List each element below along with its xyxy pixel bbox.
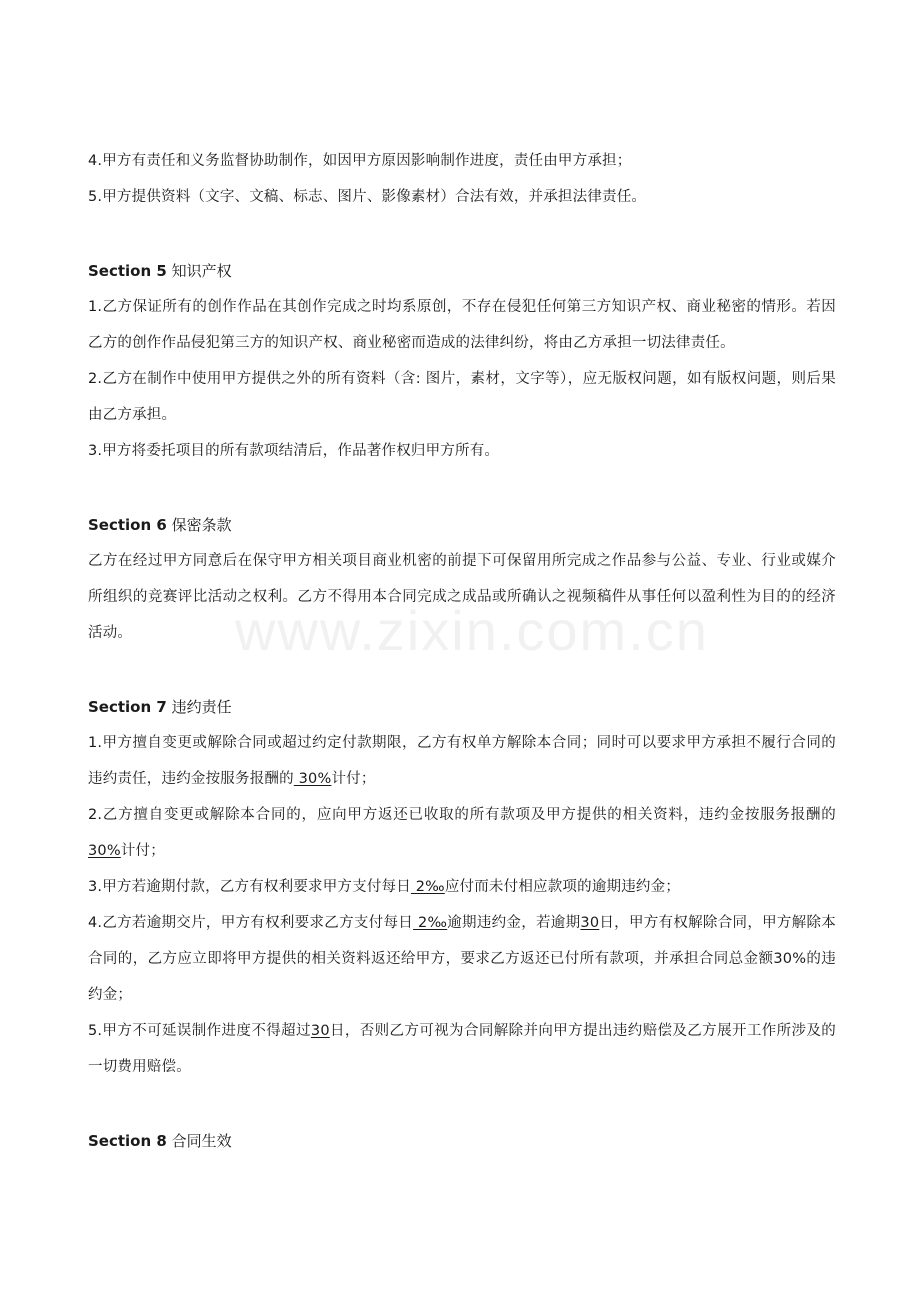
section-5-item-1: 1.乙方保证所有的创作作品在其创作完成之时均系原创，不存在侵犯任何第三方知识产权、商业秘密的情形。若因乙方的创作作品侵犯第三方的知识产权、商业秘密而造成的法律纠纷，将由乙方承担一切法律责任。 (88, 299, 836, 351)
section-5-heading (88, 253, 836, 289)
section-8-heading (88, 1123, 836, 1159)
text: 1.甲方擅自变更或解除合同或超过约定付款期限，乙方有权单方解除本合同；同时可以要求甲方承担不履行合同的违约责任，违约金按服务报酬的 (88, 735, 836, 787)
text: 2.乙方擅自变更或解除本合同的，应向甲方返还已收取的所有款项及甲方提供的相关资料，违约金按服务报酬的 (88, 807, 836, 823)
text: 逾期违约金，若逾期 (447, 915, 581, 931)
section-5-item-2: 2.乙方在制作中使用甲方提供之外的所有资料（含: 图片，素材，文字等），应无版权问题，如有版权问题，则后果由乙方承担。 (88, 371, 836, 423)
underlined-value: 30 (580, 915, 600, 931)
text: 应付而未付相应款项的逾期违约金； (444, 879, 681, 895)
section-label: Section 8 (88, 1132, 167, 1150)
underlined-value: 30% (293, 771, 332, 787)
section-7-heading (88, 689, 836, 725)
section-title: 合同生效 (171, 1132, 232, 1150)
section-7-item-3 (88, 869, 836, 905)
text: 4.乙方若逾期交片，甲方有权利要求乙方支付每日 (88, 915, 414, 931)
clause-4: 4.甲方有责任和义务监督协助制作，如因甲方原因影响制作进度，责任由甲方承担； (88, 153, 632, 169)
section-7-item-1 (88, 725, 836, 797)
section-5-item-3: 3.甲方将委托项目的所有款项结清后，作品著作权归甲方所有。 (88, 443, 500, 459)
clause-5: 5.甲方提供资料（文字、文稿、标志、图片、影像素材）合法有效，并承担法律责任。 (88, 189, 647, 205)
underlined-value: 2‰ (410, 879, 445, 895)
section-title: 保密条款 (171, 516, 232, 534)
watermark: www.zixin.com.cn (235, 599, 709, 662)
section-title: 知识产权 (171, 262, 232, 280)
underlined-value: 2‰ (413, 915, 448, 931)
section-label: Section 5 (88, 262, 167, 280)
text: 计付； (120, 843, 165, 859)
text: 5.甲方不可延误制作进度不得超过 (88, 1023, 311, 1039)
section-7-item-5 (88, 1013, 836, 1085)
section-6-heading (88, 507, 836, 543)
section-label: Section 7 (88, 698, 167, 716)
text: 3.甲方若逾期付款，乙方有权利要求甲方支付每日 (88, 879, 411, 895)
text: 日，否则乙方可视为合同解除并向甲方提出违约赔偿及乙方展开工作所涉及的一切费用赔偿。 (88, 1023, 836, 1075)
text: 计付； (331, 771, 376, 787)
section-7-item-4 (88, 905, 836, 1013)
contract-page (88, 143, 836, 1159)
section-title: 违约责任 (171, 698, 232, 716)
underlined-value: 30 (310, 1023, 330, 1039)
text: 日，甲方有权解除合同，甲方解除本合同的，乙方应立即将甲方提供的相关资料返还给甲方，要求乙方返还已付所有款项，并承担合同总金额30%的违约金； (88, 915, 836, 1003)
underlined-value: 30% (88, 843, 121, 859)
section-7-item-2 (88, 797, 836, 869)
section-label: Section 6 (88, 516, 167, 534)
section-6-text: 乙方在经过甲方同意后在保守甲方相关项目商业机密的前提下可保留用所完成之作品参与公益、专业、行业或媒介所组织的竞赛评比活动之权利。乙方不得用本合同完成之成品或所确认之视频稿件从事任何以盈利性为目的的经济活动。 (88, 553, 836, 641)
